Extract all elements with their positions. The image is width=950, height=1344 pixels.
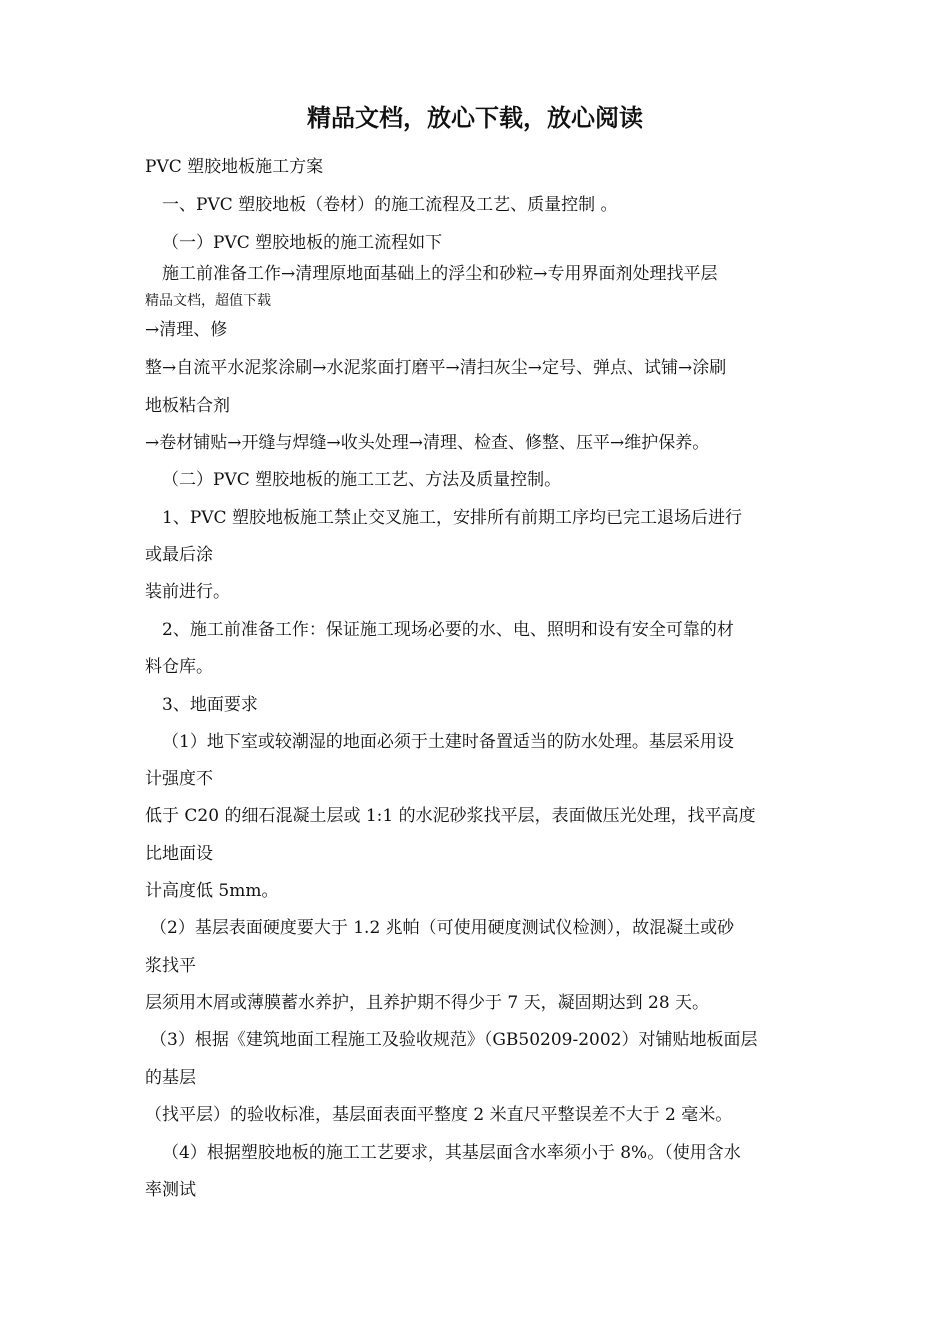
text-line: 率测试 xyxy=(145,1180,196,1200)
text-line: 施工前准备工作→清理原地面基础上的浮尘和砂粒→专用界面剂处理找平层 xyxy=(162,264,718,284)
text-line: 计高度低 5mm。 xyxy=(145,881,279,901)
text-line: 低于 C20 的细石混凝土层或 1:1 的水泥砂浆找平层，表面做压光处理，找平高度 xyxy=(145,806,756,826)
doc-title-line: PVC 塑胶地板施工方案 xyxy=(145,157,324,177)
text-line: →清理、修 xyxy=(145,320,228,340)
text-line: 计强度不 xyxy=(145,769,213,789)
text-line: 比地面设 xyxy=(145,844,213,864)
text-line: 料仓库。 xyxy=(145,657,213,677)
section-heading-1: 一、PVC 塑胶地板（卷材）的施工流程及工艺、质量控制 。 xyxy=(162,195,618,215)
watermark-line: 精品文档，超值下载 xyxy=(145,293,271,309)
text-line: 整→自流平水泥浆涂刷→水泥浆面打磨平→清扫灰尘→定号、弹点、试铺→涂刷 xyxy=(145,358,727,378)
text-line: 的基层 xyxy=(145,1068,196,1088)
text-line: （1）地下室或较潮湿的地面必须于土建时备置适当的防水处理。基层采用设 xyxy=(162,732,734,752)
text-line: 或最后涂 xyxy=(145,545,213,565)
text-line: 3、地面要求 xyxy=(162,695,258,715)
text-line: 1、PVC 塑胶地板施工禁止交叉施工，安排所有前期工序均已完工退场后进行 xyxy=(162,508,742,528)
text-line: （3）根据《建筑地面工程施工及验收规范》（GB50209-2002）对铺贴地板面层 xyxy=(150,1030,758,1050)
text-line: →卷材铺贴→开缝与焊缝→收头处理→清理、检查、修整、压平→维护保养。 xyxy=(145,433,710,453)
text-line: 浆找平 xyxy=(145,956,196,976)
text-line: （4）根据塑胶地板的施工工艺要求，其基层面含水率须小于 8%。（使用含水 xyxy=(162,1143,741,1163)
text-line: （2）基层表面硬度要大于 1.2 兆帕（可使用硬度测试仪检测），故混凝土或砂 xyxy=(150,918,735,938)
text-line: 层须用木屑或薄膜蓄水养护，且养护期不得少于 7 天，凝固期达到 28 天。 xyxy=(145,993,710,1013)
text-line: 地板粘合剂 xyxy=(145,396,230,416)
subsection-heading-2: （二）PVC 塑胶地板的施工工艺、方法及质量控制。 xyxy=(162,470,562,490)
text-line: （找平层）的验收标准，基层面表面平整度 2 米直尺平整误差不大于 2 毫米。 xyxy=(145,1105,733,1125)
text-line: 2、施工前准备工作：保证施工现场必要的水、电、照明和设有安全可靠的材 xyxy=(162,620,734,640)
subsection-heading-1: （一）PVC 塑胶地板的施工流程如下 xyxy=(162,233,443,253)
text-line: 装前进行。 xyxy=(145,582,230,602)
page-title: 精品文档，放心下载，放心阅读 xyxy=(307,104,643,132)
